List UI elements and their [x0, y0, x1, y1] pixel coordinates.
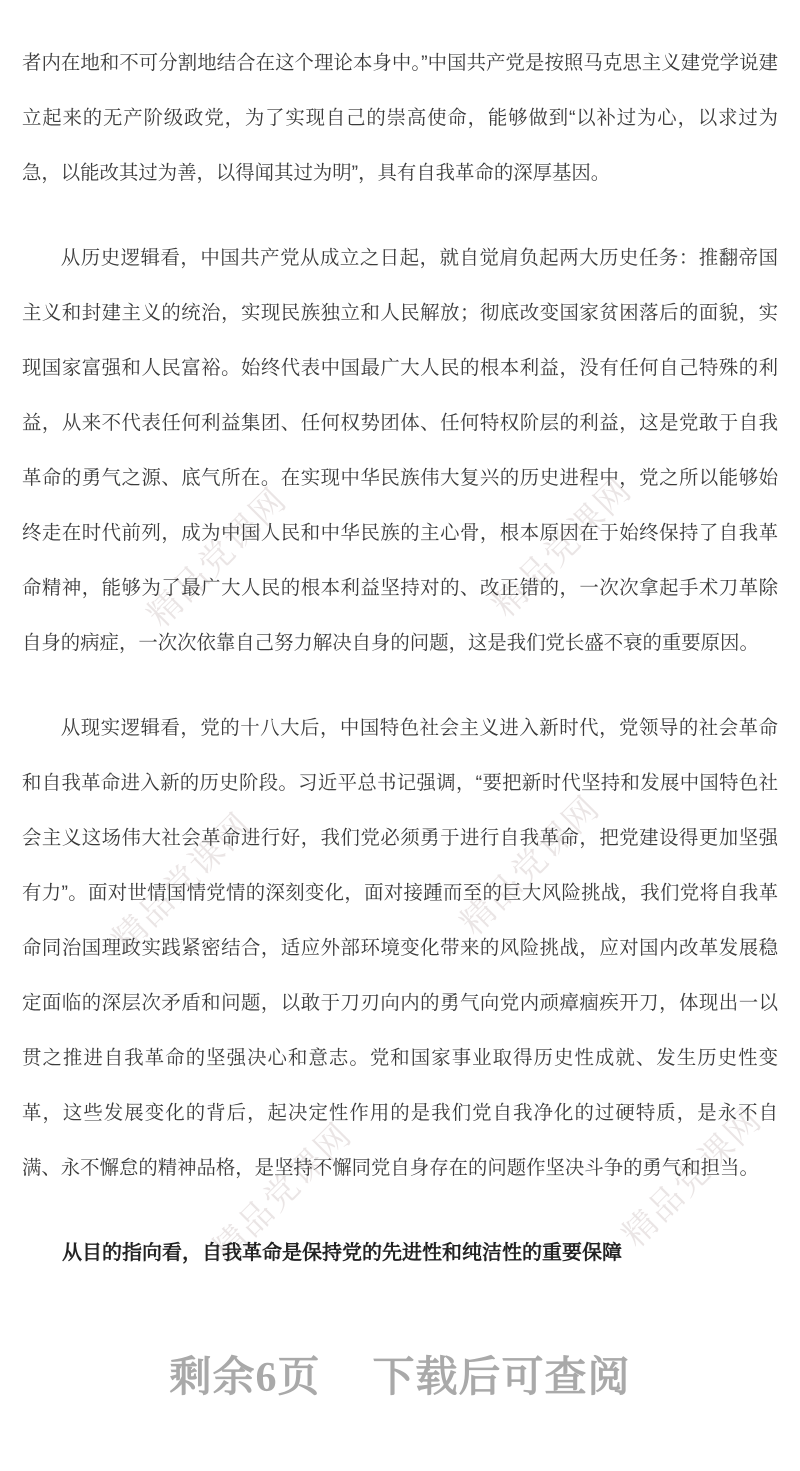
- watermark-text: 精品党课网: [140, 480, 295, 635]
- section-heading: 从目的指向看，自我革命是保持党的先进性和纯洁性的重要保障: [62, 1242, 622, 1264]
- download-hint-text: 下载后可查阅: [372, 1355, 631, 1401]
- remaining-pages-text: 剩余6页: [169, 1355, 321, 1401]
- paragraph-history-logic: 从历史逻辑看，中国共产党从成立之日起，就自觉肩负起两大历史任务：推翻帝国主义和封建主义的统治，实现民族独立和人民解放；彻底改变国家贫困落后的面貌，实现国家富强和人民富裕。始终代表中国最广大人民的根本利益，没有任何自己特殊的利益，从来不代表任何利益集团、任何权势团体、任何特权阶层的利益，这是党敢于自我革命的勇气之源、底气所在。在实现中华民族伟大复兴的历史进程中，党之所以能够始终走在时代前列，成为中国人民和中华民族的主心骨，根本原因在于始终保持了自我革命精神，能够为了最广大人民的根本利益坚持对的、改正错的，一次次拿起手术刀革除自身的病症，一次次依靠自己努力解决自身的问题，这是我们党长盛不衰的重要原因。: [22, 247, 778, 654]
- page-footer: [0, 1357, 800, 1399]
- watermark-text: 精品党课网: [105, 805, 260, 960]
- watermark-text: 精品党课网: [615, 1100, 770, 1255]
- watermark-text: 精品党课网: [205, 1115, 360, 1270]
- watermark-text: 精品党课网: [453, 788, 608, 943]
- watermark-text: 精品党课网: [485, 470, 640, 625]
- paragraph-continuation: 者内在地和不可分割地结合在这个理论本身中。”中国共产党是按照马克思主义建党学说建立起来的无产阶级政党，为了实现自己的崇高使命，能够做到“以补过为心，以求过为急，以能改其过为善，以得闻其过为明”，具有自我革命的深厚基因。: [22, 52, 778, 184]
- paragraph-reality-logic: 从现实逻辑看，党的十八大后，中国特色社会主义进入新时代，党领导的社会革命和自我革命进入新的历史阶段。习近平总书记强调，“要把新时代坚持和发展中国特色社会主义这场伟大社会革命进行好，我们党必须勇于进行自我革命，把党建设得更加坚强有力”。面对世情国情党情的深刻变化，面对接踵而至的巨大风险挑战，我们党将自我革命同治国理政实践紧密结合，适应外部环境变化带来的风险挑战，应对国内改革发展稳定面临的深层次矛盾和问题，以敢于刀刃向内的勇气向党内顽瘴痼疾开刀，体现出一以贯之推进自我革命的坚强决心和意志。党和国家事业取得历史性成就、发生历史性变革，这些发展变化的背后，起决定性作用的是我们党自我净化的过硬特质，是永不自满、永不懈怠的精神品格，是坚持不懈同党自身存在的问题作坚决斗争的勇气和担当。: [22, 717, 778, 1179]
